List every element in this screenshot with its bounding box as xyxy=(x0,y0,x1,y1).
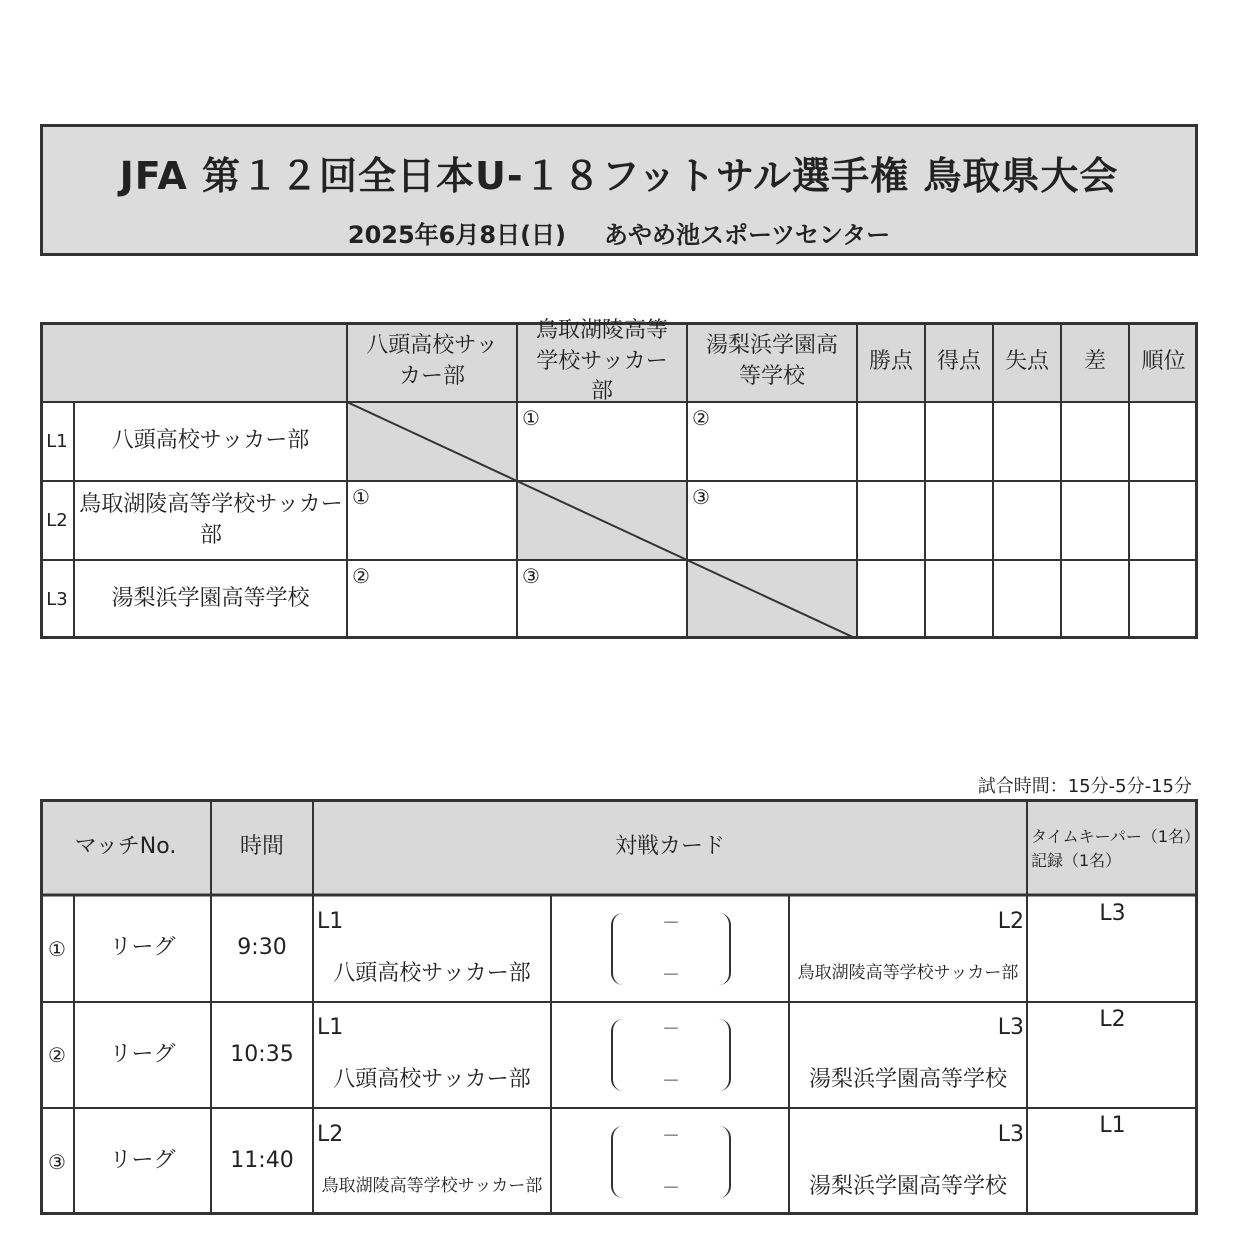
row-team: 鳥取湖陵高等学校サッカー部 xyxy=(79,491,343,548)
row-team: 八頭高校サッカー部 xyxy=(111,428,310,454)
match-time: 10:35 xyxy=(230,1041,294,1067)
row-code: L3 xyxy=(46,588,68,610)
match-no: ① xyxy=(48,936,66,961)
home-code: L1 xyxy=(317,909,344,934)
header-match-no: マッチNo. xyxy=(74,833,177,859)
match-type: リーグ xyxy=(109,1041,176,1067)
row-code: L2 xyxy=(46,509,68,531)
away-code: L3 xyxy=(997,1122,1024,1147)
away-code: L3 xyxy=(997,1015,1024,1040)
match-time: 11:40 xyxy=(230,1148,294,1174)
away-team: 湯梨浜学園高等学校 xyxy=(808,1173,1007,1199)
score-dash: － xyxy=(662,1071,680,1093)
col-rank: 順位 xyxy=(1141,348,1186,374)
home-code: L1 xyxy=(317,1015,344,1040)
header-card: 対戦カード xyxy=(614,833,725,859)
match-type: リーグ xyxy=(109,1148,176,1174)
match-time: 9:30 xyxy=(237,935,287,961)
col-team-2: 鳥取湖陵高等学校サッカー部 xyxy=(535,317,668,405)
away-team: 湯梨浜学園高等学校 xyxy=(808,1066,1007,1092)
header-timekeeper: タイムキーパー（1名） xyxy=(1031,827,1201,846)
score-dash: － xyxy=(662,913,680,935)
score-dash: － xyxy=(662,1019,680,1041)
schedule-table xyxy=(40,799,1201,1215)
col-goal-diff: 差 xyxy=(1083,348,1106,374)
match-ref: ② xyxy=(692,406,710,430)
match-ref: ③ xyxy=(692,485,710,509)
tournament-title: JFA 第１２回全日本U-１８フットサル選手権 鳥取県大会 xyxy=(119,154,1119,198)
match-type: リーグ xyxy=(109,935,176,961)
match-no: ② xyxy=(48,1043,66,1067)
officials: L2 xyxy=(1099,1007,1126,1032)
col-goals-against: 失点 xyxy=(1004,348,1049,374)
row-code: L1 xyxy=(46,430,68,452)
away-code: L2 xyxy=(997,909,1024,934)
event-info xyxy=(43,215,1195,250)
home-team: 鳥取湖陵高等学校サッカー部 xyxy=(321,1176,543,1197)
match-ref: ① xyxy=(522,406,540,430)
match-ref: ③ xyxy=(522,564,540,588)
col-points: 勝点 xyxy=(868,348,913,374)
col-goals-for: 得点 xyxy=(936,348,981,374)
col-team-3: 湯梨浜学園高等学校 xyxy=(705,333,838,389)
event-venue: あやめ池スポーツセンター xyxy=(604,221,891,249)
home-team: 八頭高校サッカー部 xyxy=(333,1066,531,1092)
officials: L3 xyxy=(1099,901,1126,926)
title-banner xyxy=(40,124,1198,256)
match-ref: ② xyxy=(352,564,370,588)
score-dash: － xyxy=(662,1126,680,1148)
header-officials xyxy=(1031,825,1201,873)
match-ref: ① xyxy=(352,485,370,509)
officials: L1 xyxy=(1099,1113,1126,1138)
col-team-1: 八頭高校サッカー部 xyxy=(366,333,498,389)
row-team: 湯梨浜学園高等学校 xyxy=(111,586,310,612)
away-team: 鳥取湖陵高等学校サッカー部 xyxy=(797,963,1019,984)
home-team: 八頭高校サッカー部 xyxy=(333,960,531,986)
match-time-note: 試合時間：15分-5分-15分 xyxy=(977,776,1192,797)
match-no: ③ xyxy=(48,1149,66,1174)
header-recorder: 記録（1名） xyxy=(1031,851,1122,870)
home-code: L2 xyxy=(317,1122,344,1147)
score-dash: － xyxy=(662,1178,680,1200)
score-dash: － xyxy=(662,965,680,987)
event-date: 2025年6月8日(日) xyxy=(347,221,567,249)
header-time: 時間 xyxy=(239,833,284,859)
league-table xyxy=(40,317,1198,639)
